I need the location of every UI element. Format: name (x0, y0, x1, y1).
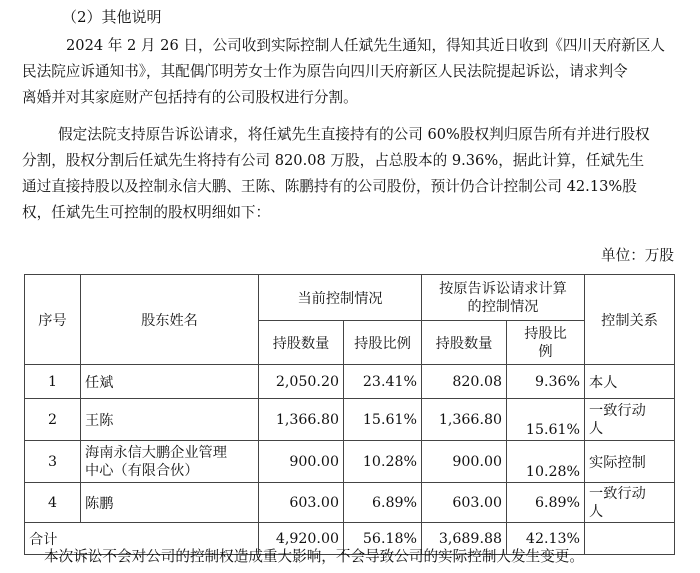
cell-relation: 本人 (585, 365, 675, 399)
cell-cur-ratio: 15.61% (344, 399, 422, 441)
cell-cur-shares: 900.00 (259, 441, 344, 483)
header-current-group: 当前控制情况 (259, 275, 422, 321)
header-shares: 持股数量 (259, 321, 344, 365)
cell-relation-line: 人 (589, 420, 604, 437)
table-row (25, 441, 675, 483)
cell-cur-ratio: 6.89% (344, 483, 422, 523)
header-name: 股东姓名 (81, 275, 259, 365)
section-heading: （2）其他说明 (62, 8, 162, 26)
cell-seq: 1 (25, 365, 81, 399)
paragraph-line: 离婚并对其家庭财产包括持有的公司股权进行分割。 (22, 89, 358, 106)
header-relation: 控制关系 (585, 275, 675, 365)
paragraph-line: 通过直接持股以及控制永信大鹏、王陈、陈鹏持有的公司股份，预计仍合计控制公司 42.13%股 (22, 178, 637, 195)
header-lawsuit-line: 的控制情况 (467, 298, 539, 315)
cell-new-shares: 603.00 (422, 483, 507, 523)
header-ratio-2-line: 例 (538, 343, 553, 360)
cell-new-ratio: 9.36% (507, 365, 585, 399)
table-header-row (25, 275, 675, 321)
cell-relation (585, 483, 675, 523)
cell-name: 陈鹏 (81, 483, 259, 523)
header-ratio-2 (507, 321, 585, 365)
header-lawsuit-group (422, 275, 585, 321)
table-row (25, 483, 675, 523)
paragraph-line: 民法院应诉通知书》，其配偶邝明芳女士作为原告向四川天府新区人民法院提起诉讼，请求判令 (22, 63, 628, 80)
cell-name (81, 441, 259, 483)
table-row (25, 365, 675, 399)
paragraph-line: 分割，股权分割后任斌先生将持有公司 820.08 万股，占总股本的 9.36%，据此计算，任斌先生 (22, 152, 645, 169)
cell-total-relation (585, 523, 675, 555)
paragraph-line: 2024 年 2 月 26 日，公司收到实际控制人任斌先生通知，得知其近日收到《四川天府新区人 (66, 37, 665, 54)
cell-total-cur-shares: 4,920.00 (259, 523, 344, 555)
header-ratio-2-line: 持股比 (524, 325, 567, 342)
cell-relation: 实际控制 (585, 441, 675, 483)
cell-total-new-ratio: 42.13% (507, 523, 585, 555)
cell-cur-ratio: 10.28% (344, 441, 422, 483)
cell-relation-line: 一致行动 (589, 485, 646, 502)
header-shares-2: 持股数量 (422, 321, 507, 365)
cell-new-shares: 820.08 (422, 365, 507, 399)
header-seq: 序号 (25, 275, 81, 365)
cell-cur-shares: 2,050.20 (259, 365, 344, 399)
cell-name: 任斌 (81, 365, 259, 399)
cell-name-line: 中心（有限合伙） (85, 462, 199, 479)
cell-total-label: 合计 (25, 523, 259, 555)
paragraph-line: 假定法院支持原告诉讼请求，将任斌先生直接持有的公司 60%股权判归原告所有并进行股权 (58, 126, 650, 143)
cell-new-shares: 1,366.80 (422, 399, 507, 441)
paragraph-lawsuit-notice (22, 33, 678, 111)
cell-new-shares: 900.00 (422, 441, 507, 483)
cell-cur-shares: 1,366.80 (259, 399, 344, 441)
header-ratio: 持股比例 (344, 321, 422, 365)
shareholding-table (24, 274, 675, 555)
cell-cur-shares: 603.00 (259, 483, 344, 523)
cell-new-ratio: 6.89% (507, 483, 585, 523)
cell-seq: 4 (25, 483, 81, 523)
cell-name-line: 海南永信大鹏企业管理 (85, 444, 227, 461)
cell-total-new-shares: 3,689.88 (422, 523, 507, 555)
cell-relation (585, 399, 675, 441)
header-lawsuit-line: 按原告诉讼请求计算 (439, 280, 567, 297)
cell-relation-line: 一致行动 (589, 402, 646, 419)
table-row (25, 399, 675, 441)
cell-new-ratio: 10.28% (507, 441, 585, 483)
cell-seq: 2 (25, 399, 81, 441)
cell-relation-line: 人 (589, 503, 604, 520)
cell-new-ratio: 15.61% (507, 399, 585, 441)
cell-name: 王陈 (81, 399, 259, 441)
unit-label: 单位：万股 (601, 247, 674, 264)
cell-cur-ratio: 23.41% (344, 365, 422, 399)
paragraph-line: 权，任斌先生可控制的股权明细如下： (22, 204, 271, 221)
cell-total-cur-ratio: 56.18% (344, 523, 422, 555)
footer-note: 本次诉讼不会对公司的控制权造成重大影响，不会导致公司的实际控制人发生变更。 (44, 548, 584, 565)
cell-seq: 3 (25, 441, 81, 483)
paragraph-share-split (22, 122, 678, 226)
